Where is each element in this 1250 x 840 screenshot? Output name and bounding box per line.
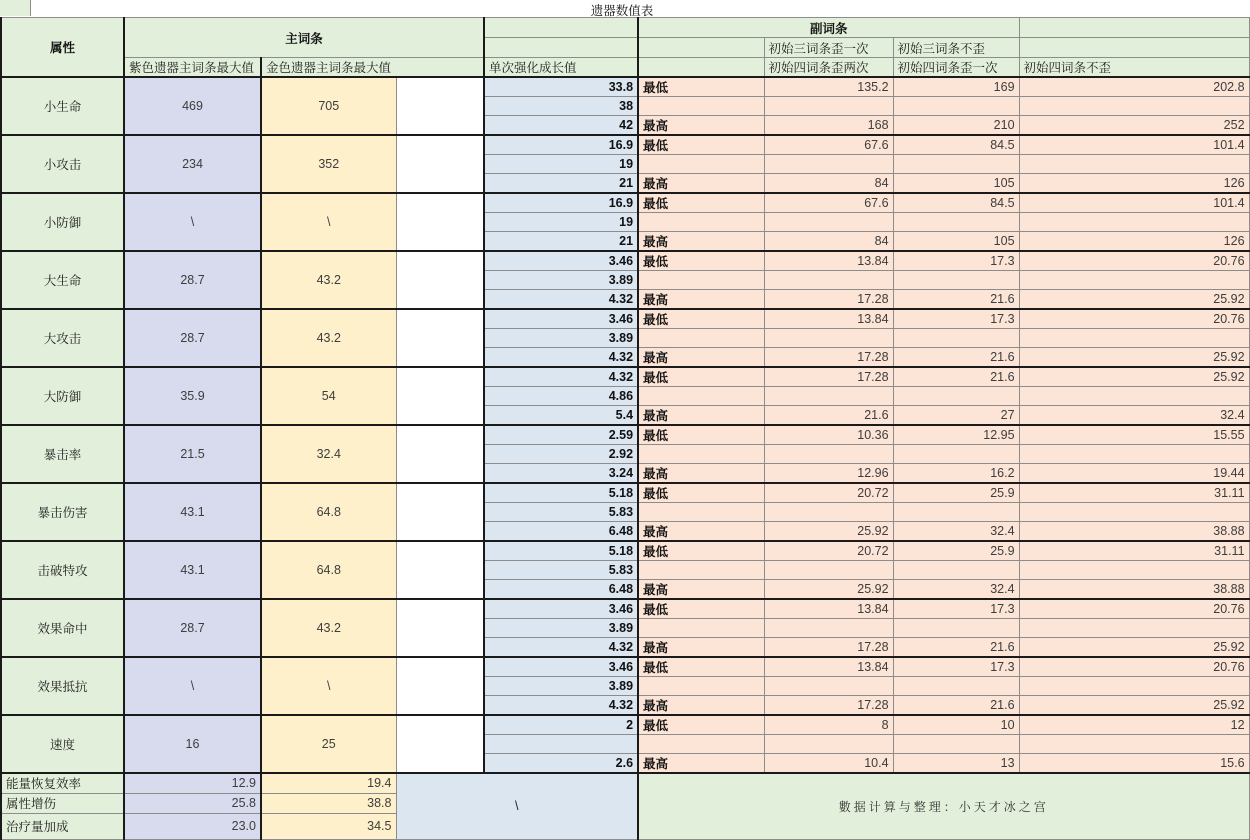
cell-growth-value[interactable]: 2.92 (484, 445, 638, 464)
header-empty-growth-top[interactable] (484, 18, 638, 38)
cell-minmax-label[interactable]: 最低 (638, 541, 764, 561)
cell-minmax-label[interactable] (638, 155, 764, 174)
cell-substat-tier1[interactable]: 17.28 (764, 290, 893, 310)
cell-minmax-label[interactable]: 最低 (638, 657, 764, 677)
cell-substat-tier2[interactable]: 13 (893, 754, 1019, 774)
cell-gold-max-value[interactable]: 64.8 (261, 541, 396, 599)
table-row (1, 425, 1249, 445)
cell-substat-tier1[interactable]: 17.28 (764, 367, 893, 387)
cell-substat-tier3[interactable]: 126 (1019, 174, 1249, 194)
header-gold-max[interactable]: 金色遗器主词条最大值 (261, 58, 484, 78)
cell-substat-tier3[interactable]: 202.8 (1019, 77, 1249, 97)
cell-attribute[interactable]: 暴击率 (1, 425, 124, 483)
cell-gap[interactable] (396, 541, 484, 599)
cell-substat-tier3[interactable]: 15.55 (1019, 425, 1249, 445)
cell-minmax-label[interactable] (638, 387, 764, 406)
table-row (1, 251, 1249, 271)
cell-growth-value[interactable]: 6.48 (484, 580, 638, 600)
cell-substat-tier1[interactable] (764, 155, 893, 174)
cell-substat-tier3[interactable] (1019, 329, 1249, 348)
cell-substat-tier1[interactable]: 13.84 (764, 657, 893, 677)
cell-substat-tier1[interactable]: 10.4 (764, 754, 893, 774)
cell-substat-tier2[interactable] (893, 677, 1019, 696)
header-empty-growth-mid[interactable] (484, 38, 638, 58)
cell-substat-tier1[interactable]: 17.28 (764, 348, 893, 368)
cell-growth-value[interactable]: 4.32 (484, 367, 638, 387)
cell-minmax-label[interactable] (638, 213, 764, 232)
cell-substat-tier1[interactable] (764, 329, 893, 348)
cell-substat-tier1[interactable] (764, 619, 893, 638)
cell-gold-max-value[interactable]: 19.4 (261, 773, 396, 793)
cell-substat-tier2[interactable]: 32.4 (893, 522, 1019, 542)
cell-purple-max-value[interactable]: \ (124, 657, 261, 715)
cell-attribute[interactable]: 小生命 (1, 77, 124, 135)
cell-minmax-label[interactable]: 最高 (638, 290, 764, 310)
cell-minmax-label[interactable]: 最低 (638, 309, 764, 329)
cell-substat-tier2[interactable]: 25.9 (893, 541, 1019, 561)
cell-growth-value[interactable]: 3.46 (484, 657, 638, 677)
cell-growth-value[interactable]: 5.4 (484, 406, 638, 426)
cell-growth-value[interactable]: 33.8 (484, 77, 638, 97)
cell-substat-tier2[interactable] (893, 97, 1019, 116)
cell-substat-tier2[interactable] (893, 213, 1019, 232)
cell-gap[interactable] (396, 193, 484, 251)
cell-substat-tier3[interactable]: 19.44 (1019, 464, 1249, 484)
cell-minmax-label[interactable]: 最低 (638, 483, 764, 503)
cell-attribute[interactable]: 治疗量加成 (1, 813, 124, 839)
table-row (1, 657, 1249, 677)
cell-purple-max-value[interactable]: 25.8 (124, 793, 261, 813)
cell-substat-tier1[interactable]: 25.92 (764, 522, 893, 542)
cell-substat-tier3[interactable] (1019, 619, 1249, 638)
sheet-title: 遗器数值表 (590, 4, 654, 18)
cell-minmax-label[interactable]: 最高 (638, 696, 764, 716)
cell-substat-tier1[interactable]: 17.28 (764, 638, 893, 658)
cell-substat-tier1[interactable] (764, 387, 893, 406)
cell-substat-tier3[interactable]: 25.92 (1019, 367, 1249, 387)
cell-gold-max-value[interactable]: 352 (261, 135, 396, 193)
header-four-sub-no-miss[interactable]: 初始四词条不歪 (1019, 58, 1249, 78)
cell-substat-tier3[interactable]: 25.92 (1019, 290, 1249, 310)
cell-substat-tier2[interactable]: 17.3 (893, 599, 1019, 619)
cell-attribute[interactable]: 大攻击 (1, 309, 124, 367)
table-row (1, 599, 1249, 619)
cell-substat-tier1[interactable]: 84 (764, 232, 893, 252)
cell-growth-value[interactable] (484, 735, 638, 754)
cell-growth-value[interactable]: 3.89 (484, 677, 638, 696)
cell-gap[interactable] (396, 425, 484, 483)
header-four-sub-one-miss[interactable]: 初始四词条歪一次 (893, 58, 1019, 78)
cell-substat-tier3[interactable] (1019, 213, 1249, 232)
cell-substat-tier2[interactable]: 21.6 (893, 638, 1019, 658)
cell-growth-value[interactable]: 3.46 (484, 251, 638, 271)
table-row (1, 135, 1249, 155)
cell-minmax-label[interactable]: 最低 (638, 135, 764, 155)
cell-substat-tier2[interactable]: 21.6 (893, 348, 1019, 368)
cell-gap[interactable] (396, 135, 484, 193)
cell-substat-tier3[interactable]: 25.92 (1019, 696, 1249, 716)
cell-minmax-label[interactable]: 最低 (638, 715, 764, 735)
cell-substat-tier2[interactable]: 10 (893, 715, 1019, 735)
cell-minmax-label[interactable]: 最高 (638, 232, 764, 252)
cell-growth-value[interactable]: 3.46 (484, 309, 638, 329)
cell-substat-tier3[interactable]: 20.76 (1019, 657, 1249, 677)
cell-growth-value[interactable]: 3.89 (484, 329, 638, 348)
cell-substat-tier3[interactable]: 31.11 (1019, 483, 1249, 503)
cell-substat-tier1[interactable] (764, 97, 893, 116)
cell-gold-max-value[interactable]: 705 (261, 77, 396, 135)
cell-substat-tier3[interactable]: 32.4 (1019, 406, 1249, 426)
cell-growth-value[interactable]: 38 (484, 97, 638, 116)
cell-growth-value[interactable]: 5.83 (484, 503, 638, 522)
header-sub-stat[interactable]: 副词条 (638, 18, 1019, 38)
cell-purple-max-value[interactable]: 12.9 (124, 773, 261, 793)
cell-minmax-label[interactable]: 最高 (638, 638, 764, 658)
cell-growth-value[interactable]: 3.24 (484, 464, 638, 484)
cell-growth-value[interactable]: 3.89 (484, 619, 638, 638)
footer-row (1, 773, 1249, 793)
cell-gap[interactable] (396, 715, 484, 773)
cell-attribute[interactable]: 大防御 (1, 367, 124, 425)
header-empty-label-mid[interactable] (638, 38, 764, 58)
cell-gap[interactable] (396, 251, 484, 309)
cell-growth-value[interactable]: 4.86 (484, 387, 638, 406)
cell-attribute[interactable]: 属性增伤 (1, 793, 124, 813)
cell-growth-value[interactable]: 4.32 (484, 696, 638, 716)
cell-substat-tier1[interactable]: 13.84 (764, 309, 893, 329)
cell-minmax-label[interactable]: 最高 (638, 522, 764, 542)
cell-credit[interactable]: 數据计算与整理：小天才冰之宫 (638, 773, 1249, 839)
cell-substat-tier3[interactable]: 101.4 (1019, 135, 1249, 155)
table-row (1, 541, 1249, 561)
cell-substat-tier2[interactable]: 25.9 (893, 483, 1019, 503)
cell-substat-tier3[interactable] (1019, 735, 1249, 754)
header-three-sub-no-miss[interactable]: 初始三词条不歪 (893, 38, 1019, 58)
cell-substat-tier2[interactable]: 210 (893, 116, 1019, 136)
header-empty-label-bottom[interactable] (638, 58, 764, 78)
cell-substat-tier1[interactable]: 10.36 (764, 425, 893, 445)
cell-substat-tier2[interactable]: 21.6 (893, 290, 1019, 310)
cell-minmax-label[interactable]: 最高 (638, 406, 764, 426)
cell-attribute[interactable]: 效果抵抗 (1, 657, 124, 715)
cell-substat-tier2[interactable]: 17.3 (893, 251, 1019, 271)
cell-substat-tier1[interactable]: 17.28 (764, 696, 893, 716)
cell-substat-tier1[interactable]: 25.92 (764, 580, 893, 600)
cell-growth-value[interactable]: 2.6 (484, 754, 638, 774)
title-row (0, 0, 1244, 17)
cell-purple-max-value[interactable]: 28.7 (124, 599, 261, 657)
cell-minmax-label[interactable] (638, 677, 764, 696)
cell-substat-tier3[interactable]: 20.76 (1019, 251, 1249, 271)
cell-gap[interactable] (396, 309, 484, 367)
cell-minmax-label[interactable]: 最低 (638, 367, 764, 387)
cell-purple-max-value[interactable]: 35.9 (124, 367, 261, 425)
cell-substat-tier2[interactable] (893, 329, 1019, 348)
cell-minmax-label[interactable]: 最低 (638, 599, 764, 619)
header-row-3 (1, 58, 1249, 78)
cell-purple-max-value[interactable]: 43.1 (124, 541, 261, 599)
table-row (1, 193, 1249, 213)
cell-substat-tier3[interactable]: 101.4 (1019, 193, 1249, 213)
cell-substat-tier3[interactable] (1019, 677, 1249, 696)
cell-gold-max-value[interactable]: 54 (261, 367, 396, 425)
cell-gap[interactable] (396, 483, 484, 541)
cell-gap[interactable] (396, 367, 484, 425)
cell-growth-value[interactable]: 2.59 (484, 425, 638, 445)
cell-gold-max-value[interactable]: \ (261, 657, 396, 715)
cell-substat-tier3[interactable]: 126 (1019, 232, 1249, 252)
cell-attribute[interactable]: 速度 (1, 715, 124, 773)
cell-attribute[interactable]: 暴击伤害 (1, 483, 124, 541)
cell-substat-tier1[interactable]: 12.96 (764, 464, 893, 484)
cell-growth-value[interactable]: 2 (484, 715, 638, 735)
cell-substat-tier2[interactable]: 27 (893, 406, 1019, 426)
cell-growth-value[interactable]: 5.18 (484, 541, 638, 561)
cell-growth-value[interactable]: 16.9 (484, 193, 638, 213)
cell-substat-tier1[interactable]: 20.72 (764, 541, 893, 561)
cell-minmax-label[interactable] (638, 619, 764, 638)
cell-gold-max-value[interactable]: 64.8 (261, 483, 396, 541)
cell-substat-tier3[interactable]: 252 (1019, 116, 1249, 136)
cell-substat-tier2[interactable] (893, 445, 1019, 464)
cell-minmax-label[interactable] (638, 329, 764, 348)
cell-substat-tier1[interactable] (764, 213, 893, 232)
cell-substat-tier2[interactable] (893, 735, 1019, 754)
cell-substat-tier1[interactable]: 67.6 (764, 193, 893, 213)
cell-minmax-label[interactable] (638, 97, 764, 116)
cell-substat-tier2[interactable] (893, 503, 1019, 522)
cell-substat-tier3[interactable]: 20.76 (1019, 309, 1249, 329)
cell-growth-value[interactable]: 42 (484, 116, 638, 136)
cell-growth-value[interactable]: 19 (484, 155, 638, 174)
cell-purple-max-value[interactable]: 469 (124, 77, 261, 135)
cell-purple-max-value[interactable]: \ (124, 193, 261, 251)
cell-substat-tier3[interactable] (1019, 97, 1249, 116)
cell-substat-tier2[interactable]: 169 (893, 77, 1019, 97)
cell-growth-value[interactable]: 3.46 (484, 599, 638, 619)
header-purple-max[interactable]: 紫色遗器主词条最大值 (124, 58, 261, 78)
cell-substat-tier3[interactable] (1019, 561, 1249, 580)
cell-gold-max-value[interactable]: \ (261, 193, 396, 251)
header-empty-right-mid[interactable] (1019, 38, 1249, 58)
cell-purple-max-value[interactable]: 28.7 (124, 309, 261, 367)
cell-purple-max-value[interactable]: 43.1 (124, 483, 261, 541)
cell-attribute[interactable]: 效果命中 (1, 599, 124, 657)
cell-substat-tier1[interactable] (764, 503, 893, 522)
cell-substat-tier3[interactable]: 25.92 (1019, 638, 1249, 658)
cell-minmax-label[interactable]: 最低 (638, 77, 764, 97)
relic-table-body (1, 77, 1249, 773)
cell-minmax-label[interactable]: 最高 (638, 754, 764, 774)
cell-purple-max-value[interactable]: 21.5 (124, 425, 261, 483)
cell-substat-tier3[interactable] (1019, 271, 1249, 290)
cell-substat-tier2[interactable]: 12.95 (893, 425, 1019, 445)
cell-minmax-label[interactable]: 最低 (638, 251, 764, 271)
cell-substat-tier2[interactable]: 21.6 (893, 696, 1019, 716)
cell-gold-max-value[interactable]: 38.8 (261, 793, 396, 813)
cell-substat-tier2[interactable] (893, 387, 1019, 406)
cell-attribute[interactable]: 能量恢复效率 (1, 773, 124, 793)
cell-minmax-label[interactable] (638, 735, 764, 754)
cell-substat-tier1[interactable] (764, 561, 893, 580)
header-row-1 (1, 18, 1249, 38)
header-empty-right-top[interactable] (1019, 18, 1249, 38)
cell-substat-tier3[interactable]: 38.88 (1019, 522, 1249, 542)
cell-gold-max-value[interactable]: 25 (261, 715, 396, 773)
cell-substat-tier1[interactable]: 13.84 (764, 599, 893, 619)
cell-growth-value[interactable]: 4.32 (484, 348, 638, 368)
cell-gap[interactable] (396, 599, 484, 657)
cell-substat-tier1[interactable]: 8 (764, 715, 893, 735)
cell-attribute[interactable]: 大生命 (1, 251, 124, 309)
cell-substat-tier2[interactable]: 105 (893, 232, 1019, 252)
cell-substat-tier1[interactable] (764, 445, 893, 464)
cell-substat-tier3[interactable] (1019, 387, 1249, 406)
cell-substat-tier2[interactable]: 32.4 (893, 580, 1019, 600)
header-three-sub-one-miss[interactable]: 初始三词条歪一次 (764, 38, 893, 58)
cell-substat-tier1[interactable]: 13.84 (764, 251, 893, 271)
cell-substat-tier3[interactable]: 15.6 (1019, 754, 1249, 774)
cell-substat-tier2[interactable]: 84.5 (893, 135, 1019, 155)
cell-attribute[interactable]: 小防御 (1, 193, 124, 251)
cell-substat-tier2[interactable] (893, 561, 1019, 580)
table-row (1, 367, 1249, 387)
table-row (1, 309, 1249, 329)
cell-purple-max-value[interactable]: 28.7 (124, 251, 261, 309)
cell-gold-max-value[interactable]: 34.5 (261, 813, 396, 839)
cell-minmax-label[interactable]: 最高 (638, 116, 764, 136)
header-main-stat[interactable]: 主词条 (124, 18, 484, 58)
relic-table (0, 17, 1250, 840)
cell-gold-max-value[interactable]: 43.2 (261, 309, 396, 367)
cell-substat-tier1[interactable] (764, 677, 893, 696)
cell-substat-tier3[interactable] (1019, 155, 1249, 174)
cell-purple-max-value[interactable]: 23.0 (124, 813, 261, 839)
cell-substat-tier2[interactable]: 21.6 (893, 367, 1019, 387)
cell-substat-tier2[interactable] (893, 271, 1019, 290)
cell-substat-tier2[interactable] (893, 155, 1019, 174)
cell-substat-tier3[interactable]: 12 (1019, 715, 1249, 735)
cell-attribute[interactable]: 小攻击 (1, 135, 124, 193)
cell-substat-tier3[interactable] (1019, 503, 1249, 522)
cell-gap[interactable] (396, 77, 484, 135)
cell-substat-tier1[interactable]: 21.6 (764, 406, 893, 426)
cell-growth-value[interactable]: 16.9 (484, 135, 638, 155)
cell-growth-value[interactable]: 5.18 (484, 483, 638, 503)
cell-minmax-label[interactable]: 最高 (638, 464, 764, 484)
cell-substat-tier2[interactable]: 17.3 (893, 657, 1019, 677)
cell-substat-tier3[interactable] (1019, 445, 1249, 464)
cell-gold-max-value[interactable]: 32.4 (261, 425, 396, 483)
table-row (1, 77, 1249, 97)
cell-minmax-label[interactable] (638, 561, 764, 580)
header-four-sub-two-miss[interactable]: 初始四词条歪两次 (764, 58, 893, 78)
cell-minmax-label[interactable]: 最高 (638, 580, 764, 600)
relic-table-footer (1, 773, 1249, 839)
cell-substat-tier1[interactable]: 84 (764, 174, 893, 194)
cell-growth-value[interactable]: 5.83 (484, 561, 638, 580)
cell-growth-value[interactable]: 6.48 (484, 522, 638, 542)
cell-attribute[interactable]: 击破特攻 (1, 541, 124, 599)
cell-substat-tier2[interactable]: 17.3 (893, 309, 1019, 329)
cell-gold-max-value[interactable]: 43.2 (261, 251, 396, 309)
cell-minmax-label[interactable]: 最高 (638, 348, 764, 368)
cell-substat-tier3[interactable]: 38.88 (1019, 580, 1249, 600)
cell-growth-value[interactable]: 21 (484, 232, 638, 252)
cell-minmax-label[interactable]: 最低 (638, 193, 764, 213)
cell-minmax-label[interactable]: 最低 (638, 425, 764, 445)
cell-minmax-label[interactable]: 最高 (638, 174, 764, 194)
cell-minmax-label[interactable] (638, 271, 764, 290)
cell-growth-value[interactable]: 19 (484, 213, 638, 232)
cell-gold-max-value[interactable]: 43.2 (261, 599, 396, 657)
cell-substat-tier1[interactable]: 135.2 (764, 77, 893, 97)
cell-growth-value[interactable]: 4.32 (484, 638, 638, 658)
cell-substat-tier2[interactable] (893, 619, 1019, 638)
cell-growth-value[interactable]: 21 (484, 174, 638, 194)
header-growth[interactable]: 单次强化成长值 (484, 58, 638, 78)
cell-substat-tier2[interactable]: 105 (893, 174, 1019, 194)
cell-substat-tier1[interactable]: 20.72 (764, 483, 893, 503)
cell-substat-tier3[interactable]: 31.11 (1019, 541, 1249, 561)
cell-substat-tier3[interactable]: 25.92 (1019, 348, 1249, 368)
cell-substat-tier3[interactable]: 20.76 (1019, 599, 1249, 619)
cell-growth-value[interactable]: 4.32 (484, 290, 638, 310)
cell-growth-value[interactable]: 3.89 (484, 271, 638, 290)
cell-purple-max-value[interactable]: 16 (124, 715, 261, 773)
cell-substat-tier1[interactable]: 67.6 (764, 135, 893, 155)
cell-minmax-label[interactable] (638, 445, 764, 464)
cell-substat-tier2[interactable]: 16.2 (893, 464, 1019, 484)
cell-gap[interactable] (396, 657, 484, 715)
cell-minmax-label[interactable] (638, 503, 764, 522)
table-row (1, 483, 1249, 503)
cell-growth-placeholder[interactable]: \ (396, 773, 638, 839)
cell-substat-tier1[interactable] (764, 735, 893, 754)
table-row (1, 715, 1249, 735)
cell-purple-max-value[interactable]: 234 (124, 135, 261, 193)
cell-substat-tier2[interactable]: 84.5 (893, 193, 1019, 213)
cell-substat-tier1[interactable] (764, 271, 893, 290)
header-attribute[interactable]: 属性 (1, 18, 124, 78)
cell-substat-tier1[interactable]: 168 (764, 116, 893, 136)
